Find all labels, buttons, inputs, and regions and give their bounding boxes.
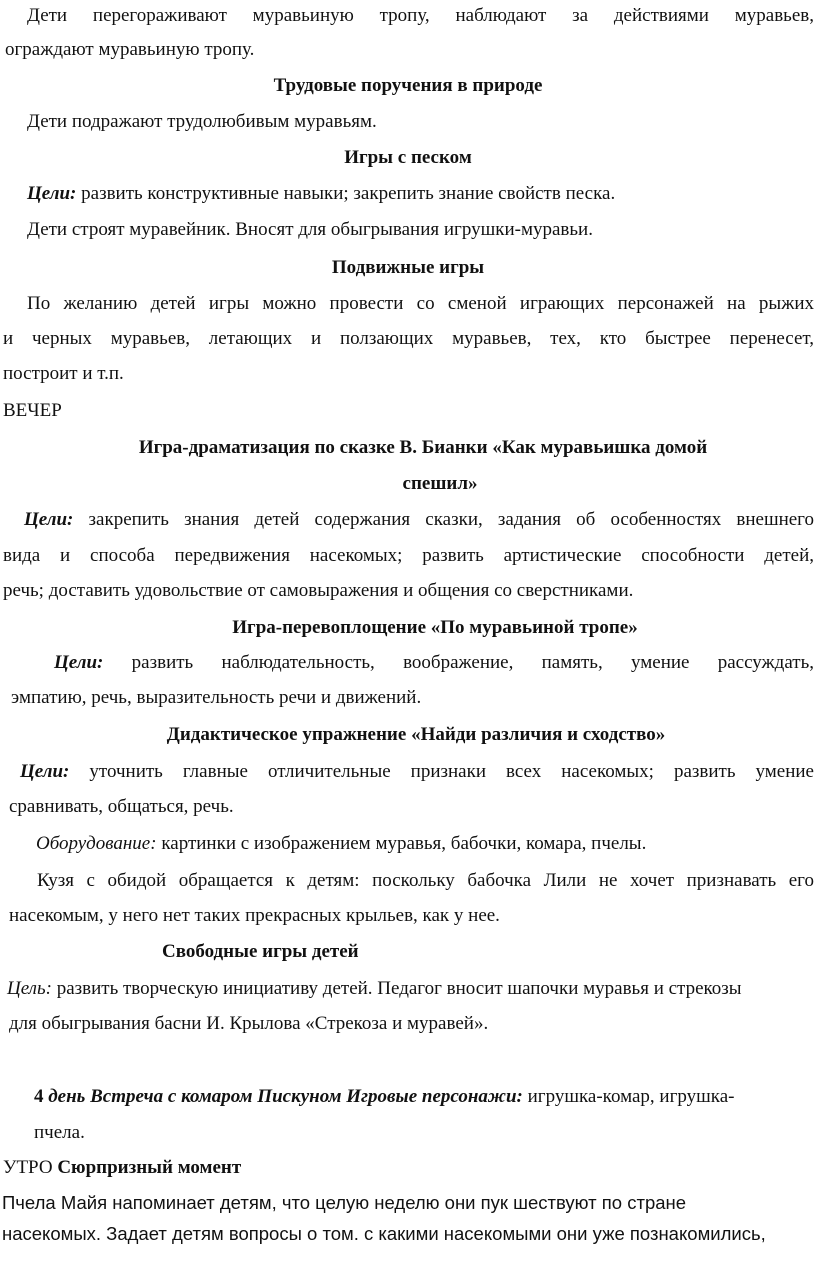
goals-label: Цели: [54,652,104,673]
goal-label: Цель: [7,978,52,999]
part-of-day-label: УТРО [3,1157,58,1178]
section-heading: Трудовые поручения в природе [273,75,543,96]
morning-title: Сюрпризный момент [57,1157,242,1178]
section-heading: Игра-драматизация по сказке В. Бианки «Как муравьишка домой [138,437,708,458]
day-heading [34,1087,734,1106]
paragraph-line: Дети подражают трудолюбивым муравьям. [27,111,377,132]
morning-heading [3,1158,241,1177]
section-heading: спешил» [402,473,478,494]
goals-text: закрепить знания детей содержания сказки, задания об особенностях внешнего [73,509,814,530]
paragraph-line: насекомым, у него нет таких прекрасных крыльев, как у нее. [9,905,500,926]
paragraph-line: эмпатию, речь, выразительность речи и движений. [11,687,422,708]
goals-text: развить наблюдательность, воображение, память, умение рассуждать, [103,652,814,673]
paragraph-line: насекомых. Задает детям вопросы о том. с какими насекомыми они уже познакомились, [2,1223,766,1244]
day-characters: игрушка-комар, игрушка- [522,1086,735,1107]
goals-label: Цели: [24,509,74,530]
paragraph-line: ограждают муравьиную тропу. [5,39,255,60]
goal-text: развить творческую инициативу детей. Педагог вносит шапочки муравья и стрекозы [51,978,742,999]
paragraph-line: речь; доставить удовольствие от самовыражения и общения со сверстниками. [3,580,634,601]
day-number: 4 [34,1086,44,1107]
paragraph-line: для обыгрывания басни И. Крылова «Стрекоза и муравей». [9,1013,489,1034]
paragraph-line: вида и способа передвижения насекомых; развить артистические способности детей, [3,545,814,566]
goals-paragraph [27,184,615,203]
goals-label: Цели: [20,761,70,782]
section-heading: Дидактическое упражнение «Найди различия и сходство» [166,724,666,745]
paragraph-line: По желанию детей игры можно провести со сменой играющих персонажей на рыжих [27,293,814,314]
goals-paragraph [24,510,814,529]
section-heading: Игра-перевоплощение «По муравьиной тропе» [232,617,638,638]
paragraph-line: сравнивать, общаться, речь. [9,796,234,817]
equipment-label: Оборудование: [36,833,157,854]
paragraph-line: Дети строят муравейник. Вносят для обыгрывания игрушки-муравьи. [27,219,593,240]
paragraph-line: Дети перегораживают муравьиную тропу, наблюдают за действиями муравьев, [27,5,814,26]
section-heading: Свободные игры детей [162,941,359,962]
equipment-paragraph [36,834,646,853]
paragraph-line: построит и т.п. [3,363,124,384]
equipment-text: картинки с изображением муравья, бабочки, комара, пчелы. [156,833,647,854]
section-heading: Подвижные игры [331,257,485,278]
day-title: день Встреча с комаром Пискуном Игровые персонажи: [43,1086,523,1107]
part-of-day-label: ВЕЧЕР [3,400,62,421]
goals-text: уточнить главные отличительные признаки всех насекомых; развить умение [69,761,814,782]
paragraph-line: и черных муравьев, летающих и ползающих муравьев, тех, кто быстрее перенесет, [3,328,814,349]
paragraph-line: Кузя с обидой обращается к детям: поскольку бабочка Лили не хочет признавать его [37,870,814,891]
paragraph-line: пчела. [34,1122,85,1143]
goals-paragraph [20,762,814,781]
goals-paragraph [7,979,742,998]
paragraph-line: Пчела Майя напоминает детям, что целую неделю они пук шествуют по стране [2,1192,687,1213]
goals-paragraph [54,653,814,672]
goals-label: Цели: [27,183,77,204]
goals-text: развить конструктивные навыки; закрепить знание свойств песка. [76,183,616,204]
section-heading: Игры с песком [344,147,472,168]
